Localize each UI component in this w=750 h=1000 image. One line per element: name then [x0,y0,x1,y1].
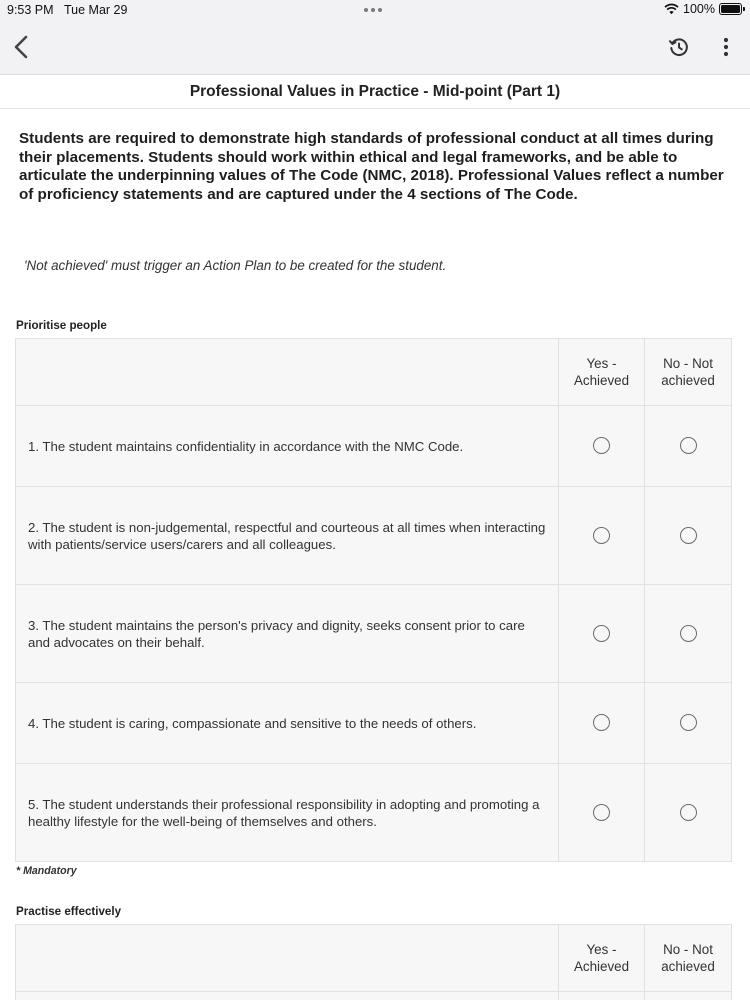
status-bar [0,0,750,20]
radio-yes-achieved[interactable] [593,714,610,731]
table-row [16,406,732,487]
radio-no-not-achieved[interactable] [680,714,697,731]
option-cell-yes [559,406,645,487]
option-cell-yes [559,764,645,862]
option-cell-no [645,406,732,487]
table-header-row [16,925,732,992]
radio-yes-achieved[interactable] [593,625,610,642]
option-cell-no [645,585,732,683]
column-header-yes: Yes - Achieved [559,925,645,992]
column-header-no: No - Not achieved [645,925,732,992]
table-row [16,683,732,764]
battery-percent: 100% [683,2,715,16]
header-empty-cell [16,339,559,406]
status-date: Tue Mar 29 [64,3,128,17]
option-cell-yes [559,487,645,585]
prioritise-people-table [15,338,732,862]
history-icon[interactable] [667,35,691,59]
form-intro: Students are required to demonstrate high standards of professional conduct at all times during their placements. Students should work within ethical and legal frameworks, and be able to articulate the underpinning values of The Code (NMC, 2018). Professional Values reflect a number of proficiency statements and are captured under the 4 sections of The Code. [19,130,724,203]
radio-no-not-achieved[interactable] [680,437,697,454]
statement-text: 1. The student maintains confidentiality in accordance with the NMC Code. [16,406,559,487]
radio-yes-achieved[interactable] [593,804,610,821]
header-empty-cell [16,925,559,992]
action-plan-note: 'Not achieved' must trigger an Action Plan to be created for the student. [24,258,447,273]
multitasking-dots-icon[interactable] [364,8,382,12]
mandatory-label: * Mandatory [16,865,77,877]
table-row [16,585,732,683]
option-cell-no [645,683,732,764]
statement-cell [16,992,559,1000]
radio-yes-achieved[interactable] [593,527,610,544]
table-row [16,487,732,585]
option-cell-yes [559,992,645,1000]
radio-yes-achieved[interactable] [593,437,610,454]
statement-text: 4. The student is caring, compassionate and sensitive to the needs of others. [16,683,559,764]
table-row [16,992,732,1000]
radio-no-not-achieved[interactable] [680,804,697,821]
section-title-practise-effectively: Practise effectively [16,905,122,918]
wifi-icon [664,3,679,15]
option-cell-no [645,992,732,1000]
option-cell-no [645,764,732,862]
column-header-no: No - Not achieved [645,339,732,406]
option-cell-yes [559,683,645,764]
option-cell-yes [559,585,645,683]
option-cell-no [645,487,732,585]
statement-text: 2. The student is non-judgemental, respectful and courteous at all times when interacting with patients/service users/carers and all colleagues. [16,487,559,585]
chevron-left-icon[interactable] [10,33,36,61]
battery-icon [719,3,742,15]
table-header-row [16,339,732,406]
section-title-prioritise-people: Prioritise people [16,319,107,332]
status-right [664,2,742,16]
practise-effectively-table [15,924,732,1000]
status-time: 9:53 PM [7,3,54,17]
statement-text: 3. The student maintains the person's privacy and dignity, seeks consent prior to care and advocates on their behalf. [16,585,559,683]
page-title: Professional Values in Practice - Mid-point (Part 1) [0,76,750,109]
radio-no-not-achieved[interactable] [680,625,697,642]
statement-text: 5. The student understands their professional responsibility in adopting and promoting a healthy lifestyle for the well-being of themselves and others. [16,764,559,862]
radio-no-not-achieved[interactable] [680,527,697,544]
more-vertical-icon[interactable] [715,35,737,59]
column-header-yes: Yes - Achieved [559,339,645,406]
navigation-bar [0,20,750,75]
table-row [16,764,732,862]
